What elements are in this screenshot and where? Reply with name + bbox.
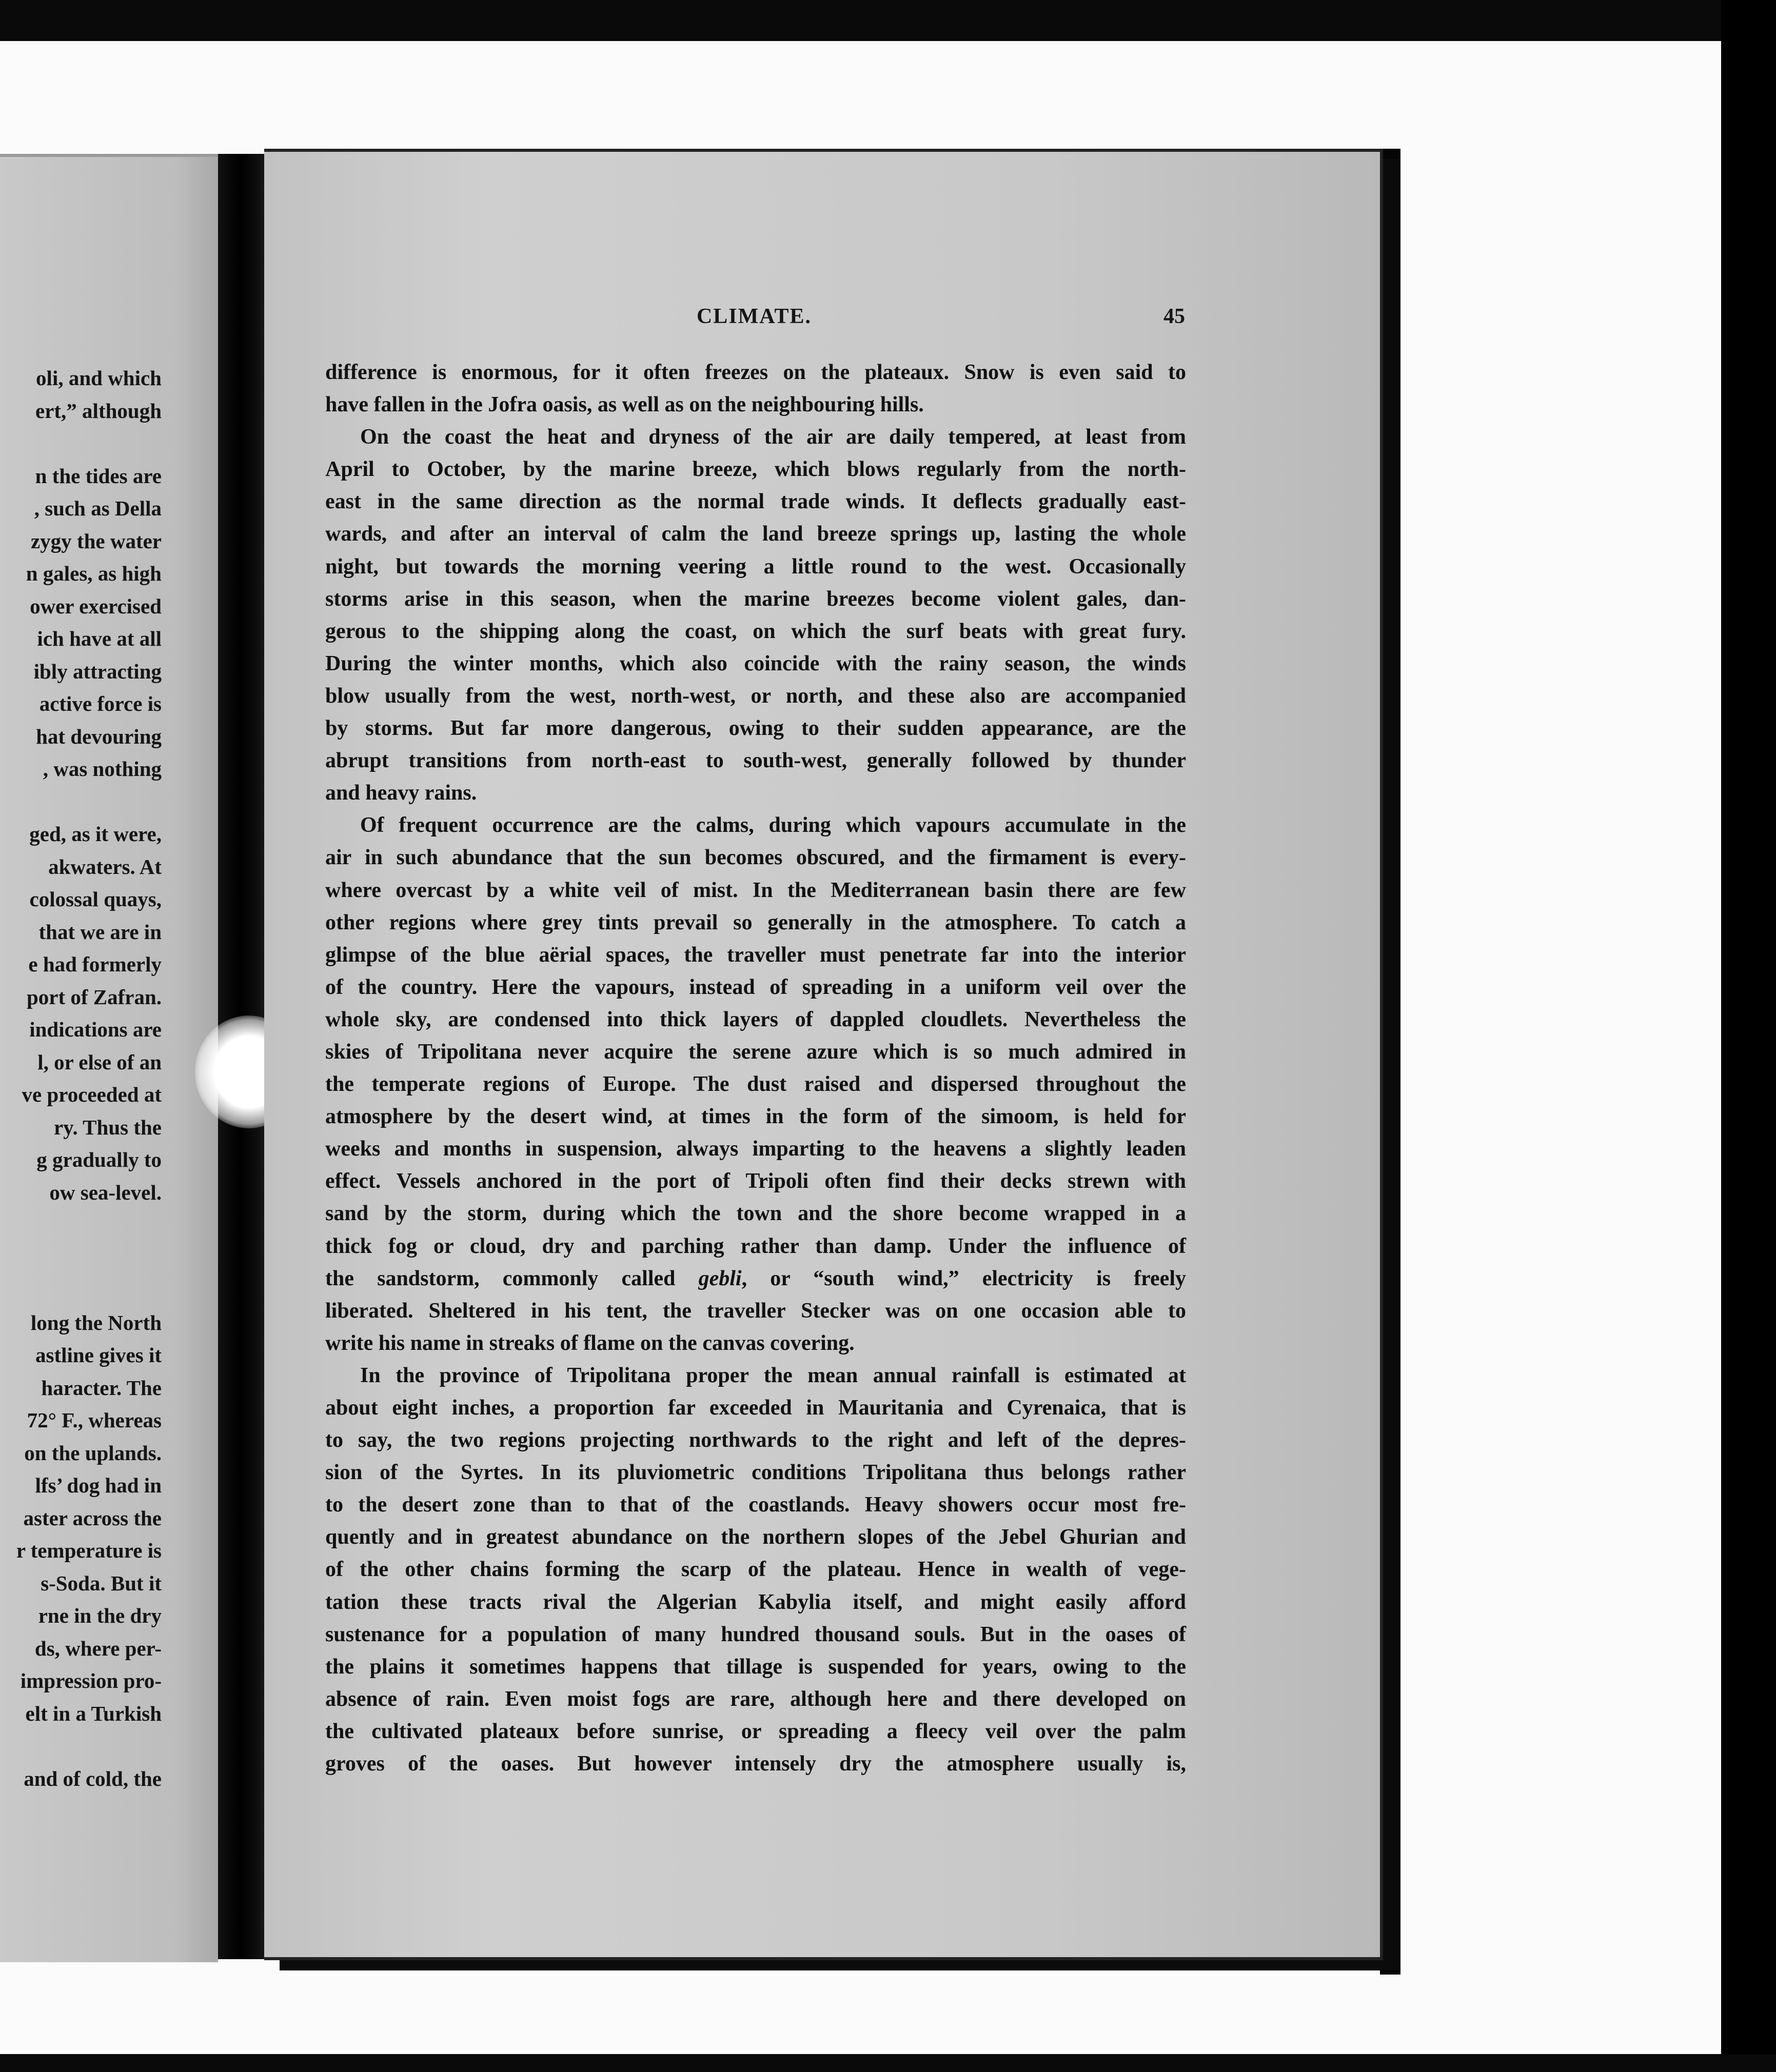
running-title: CLIMATE. xyxy=(696,305,812,328)
text-line: sand by the storm, during which the town and the shore become wrapped in a xyxy=(325,1202,1186,1226)
text-line: On the coast the heat and dryness of the air are daily tempered, at least from xyxy=(360,425,1186,449)
facing-text-line: oli, and which xyxy=(36,366,162,390)
text-line: whole sky, are condensed into thick layers of dappled cloudlets. Nevertheless the xyxy=(325,1007,1186,1031)
text-line: difference is enormous, for it often freezes on the plateaux. Snow is even said to xyxy=(325,361,1186,384)
italic-term: gebli xyxy=(698,1266,742,1290)
facing-text-line: that we are in xyxy=(38,920,162,944)
text-line: wards, and after an interval of calm the land breeze springs up, lasting the whole xyxy=(325,522,1186,546)
facing-text-line: g gradually to xyxy=(36,1148,162,1171)
facing-text-line: port of Zafran. xyxy=(26,985,162,1009)
text-line: Of frequent occurrence are the calms, during which vapours accumulate in the xyxy=(360,813,1186,838)
text-line: storms arise in this season, when the marine breezes become violent gales, dan- xyxy=(325,587,1186,611)
text-line: skies of Tripolitana never acquire the serene azure which is so much admired in xyxy=(325,1040,1186,1064)
text-line: to say, the two regions projecting northwards to the right and left of the depres- xyxy=(325,1428,1186,1452)
text-line: other regions where grey tints prevail so generally in the atmosphere. To catch a xyxy=(325,910,1186,934)
text-line: the plains it sometimes happens that tillage is suspended for years, owing to the xyxy=(325,1655,1186,1679)
facing-text-line: ibly attracting xyxy=(33,659,162,683)
film-border-right xyxy=(1721,0,1776,2072)
facing-text-line: , was nothing xyxy=(43,757,162,781)
text-line: sustenance for a population of many hundred thousand souls. But in the oases of xyxy=(325,1622,1186,1646)
facing-text-line: s-Soda. But it xyxy=(41,1571,162,1595)
text-line: have fallen in the Jofra oasis, as well as on the neighbouring hills. xyxy=(325,393,924,417)
text-line: the temperate regions of Europe. The dust raised and dispersed throughout the xyxy=(325,1072,1186,1097)
text-line: groves of the oases. But however intensely dry the atmosphere usually is, xyxy=(325,1752,1186,1776)
page-edge-shadow xyxy=(1380,149,1400,1975)
facing-page xyxy=(0,154,218,1962)
text-line: abrupt transitions from north-east to south-west, generally followed by thunder xyxy=(325,749,1186,773)
text-line: the sandstorm, commonly called gebli, or “south wind,” electricity is freely xyxy=(325,1266,1186,1290)
text-line: to the desert zone than to that of the coastlands. Heavy showers occur most fre- xyxy=(325,1493,1186,1517)
text-line: atmosphere by the desert wind, at times in the form of the simoom, is held for xyxy=(325,1105,1186,1129)
facing-text-line: , such as Della xyxy=(34,496,162,520)
text-line: about eight inches, a proportion far exceeded in Mauritania and Cyrenaica, that is xyxy=(325,1396,1186,1420)
facing-text-line: colossal quays, xyxy=(29,887,162,911)
text-line: air in such abundance that the sun becomes obscured, and the firmament is every- xyxy=(325,846,1186,870)
facing-text-line: astline gives it xyxy=(35,1343,162,1367)
facing-text-line: impression pro- xyxy=(20,1669,162,1692)
text-line: of the country. Here the vapours, instead of spreading in a uniform veil over the xyxy=(325,975,1186,999)
facing-text-line: long the North xyxy=(30,1310,162,1334)
facing-text-line: on the uplands. xyxy=(24,1441,162,1465)
text-line: In the province of Tripolitana proper the mean annual rainfall is estimated at xyxy=(360,1363,1186,1387)
page-body-text xyxy=(325,356,1186,1780)
text-line: blow usually from the west, north-west, or north, and these also are accompanied xyxy=(325,684,1186,708)
text-line: effect. Vessels anchored in the port of Tripoli often find their decks strewn with xyxy=(325,1169,1186,1193)
text-line: thick fog or cloud, dry and parching rather than damp. Under the influence of xyxy=(325,1234,1186,1258)
facing-text-line xyxy=(0,1242,162,1274)
facing-text-line: active force is xyxy=(39,692,162,715)
text-line: tation these tracts rival the Algerian Kabylia itself, and might easily afford xyxy=(325,1590,1186,1614)
facing-text-line: n the tides are xyxy=(35,464,162,488)
text-line: liberated. Sheltered in his tent, the traveller Stecker was on one occasion able to xyxy=(325,1299,1186,1323)
facing-text-line: and of cold, the xyxy=(24,1766,162,1790)
text-line: gerous to the shipping along the coast, on which the surf beats with great fury. xyxy=(325,619,1186,643)
facing-page-text xyxy=(0,362,162,1795)
facing-text-line: zygy the water xyxy=(30,529,162,553)
facing-text-line: 72° F., whereas xyxy=(27,1408,162,1432)
facing-text-line: ow sea-level. xyxy=(49,1180,162,1204)
facing-text-line: elt in a Turkish xyxy=(25,1701,162,1725)
text-line: night, but towards the morning veering a little round to the west. Occasionally xyxy=(325,554,1186,579)
text-line: the cultivated plateaux before sunrise, or spreading a fleecy veil over the palm xyxy=(325,1719,1186,1743)
text-line: by storms. But far more dangerous, owing to their sudden appearance, are the xyxy=(325,716,1186,741)
text-line: absence of rain. Even moist fogs are rare, although here and there developed on xyxy=(325,1687,1186,1711)
film-border-top xyxy=(0,0,1776,41)
facing-text-line: lfs’ dog had in xyxy=(35,1473,162,1497)
facing-text-line: ve proceeded at xyxy=(22,1083,162,1106)
text-line: During the winter months, which also coincide with the rainy season, the winds xyxy=(325,651,1186,675)
text-line: quently and in greatest abundance on the northern slopes of the Jebel Ghurian and xyxy=(325,1525,1186,1549)
facing-text-line xyxy=(0,1209,162,1242)
facing-text-line: ert,” although xyxy=(35,399,162,423)
film-border-bottom xyxy=(0,2054,1776,2072)
facing-text-line: ich have at all xyxy=(37,627,162,650)
text-line: write his name in streaks of flame on the canvas covering. xyxy=(325,1331,855,1355)
text-line: weeks and months in suspension, always imparting to the heavens a slightly leaden xyxy=(325,1137,1186,1161)
text-line: April to October, by the marine breeze, which blows regularly from the north- xyxy=(325,457,1186,482)
facing-text-line: e had formerly xyxy=(28,952,162,976)
facing-text-line xyxy=(0,1274,162,1307)
facing-text-line: indications are xyxy=(29,1018,162,1041)
facing-text-line: ry. Thus the xyxy=(53,1115,162,1139)
text-line: glimpse of the blue aërial spaces, the traveller must penetrate far into the interior xyxy=(325,943,1186,967)
facing-text-line: rne in the dry xyxy=(38,1604,162,1627)
facing-text-line: aster across the xyxy=(23,1506,162,1530)
facing-text-line: haracter. The xyxy=(41,1376,162,1400)
facing-text-line: ds, where per- xyxy=(34,1636,162,1660)
page-number: 45 xyxy=(1163,305,1185,328)
facing-text-line: hat devouring xyxy=(36,724,162,748)
facing-text-line: l, or else of an xyxy=(37,1050,162,1074)
text-line: east in the same direction as the normal trade winds. It deflects gradually east- xyxy=(325,490,1186,514)
facing-text-line: akwaters. At xyxy=(48,854,162,879)
text-line: and heavy rains. xyxy=(325,781,477,805)
facing-text-line: r temperature is xyxy=(16,1539,162,1562)
text-line: sion of the Syrtes. In its pluviometric conditions Tripolitana thus belongs rather xyxy=(325,1461,1186,1485)
text-line: of the other chains forming the scarp of the plateau. Hence in wealth of vege- xyxy=(325,1558,1186,1582)
running-header xyxy=(323,304,1185,331)
facing-text-line xyxy=(0,1730,162,1763)
facing-text-line: ower exercised xyxy=(30,594,162,618)
facing-text-line: ged, as it were, xyxy=(29,822,162,846)
text-line: where overcast by a white veil of mist. In the Mediterranean basin there are few xyxy=(325,878,1186,902)
facing-text-line xyxy=(0,786,162,819)
facing-text-line: n gales, as high xyxy=(26,562,162,585)
facing-text-line xyxy=(0,427,162,460)
